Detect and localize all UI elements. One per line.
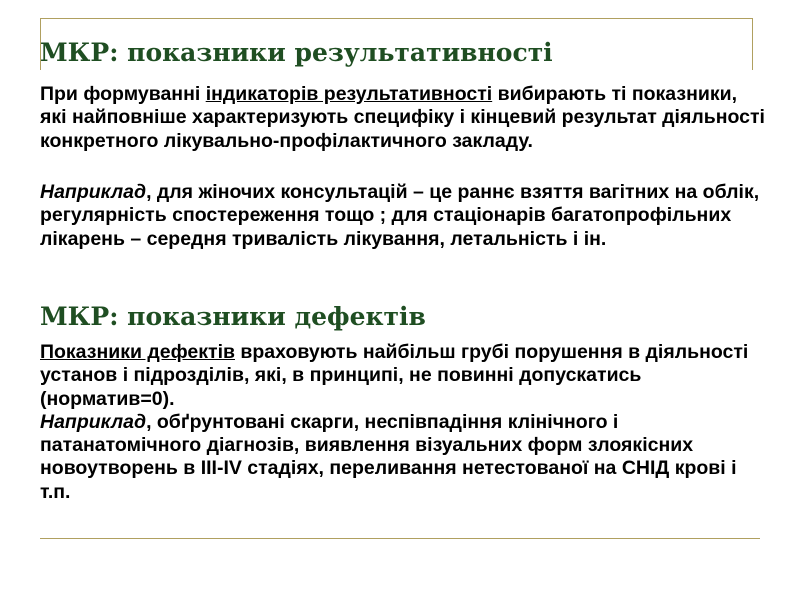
section-title-defects: МКР: показники дефектів bbox=[40, 302, 426, 331]
paragraph-text: враховують найбільш грубі порушення в діяльності установ і підрозділів, які, в принципі, не повинні допускатись (норматив=0). bbox=[40, 341, 749, 410]
underlined-term: індикаторів результативності bbox=[205, 83, 493, 105]
paragraph-defects bbox=[40, 341, 765, 504]
paragraph-text: вибирають ті показники, які найповніше характеризують специфіку і кінцевий результат діяльності конкретного лікувально-профілактичного закладу. bbox=[40, 83, 765, 152]
paragraph-indicators bbox=[40, 83, 765, 153]
frame-right-line bbox=[752, 18, 753, 70]
paragraph-text: , обґрунтовані скарги, неспівпадіння клінічного і патанатомічного діагнозів, виявлення візуальних форм злоякісних новоутворень в ІІІ-ІV стадіях, переливання нетестованої на СНІД крові і т.п. bbox=[40, 410, 737, 503]
underlined-term: Показники дефектів bbox=[40, 341, 235, 363]
frame-top-line bbox=[40, 18, 752, 19]
paragraph-example-effectiveness bbox=[40, 181, 765, 251]
paragraph-text: При формуванні bbox=[40, 83, 206, 105]
italic-term: Наприклад bbox=[40, 410, 147, 433]
paragraph-text: , для жіночих консультацій – це раннє взяття вагітних на облік, регулярність спостереження тощо ; для стаціонарів багатопрофільних лікарень – середня тривалість лікування, летальність і ін. bbox=[40, 181, 760, 250]
italic-term: Наприклад bbox=[40, 181, 147, 203]
frame-bottom-line bbox=[40, 538, 760, 539]
section-title-effectiveness: МКР: показники результативності bbox=[40, 38, 553, 67]
